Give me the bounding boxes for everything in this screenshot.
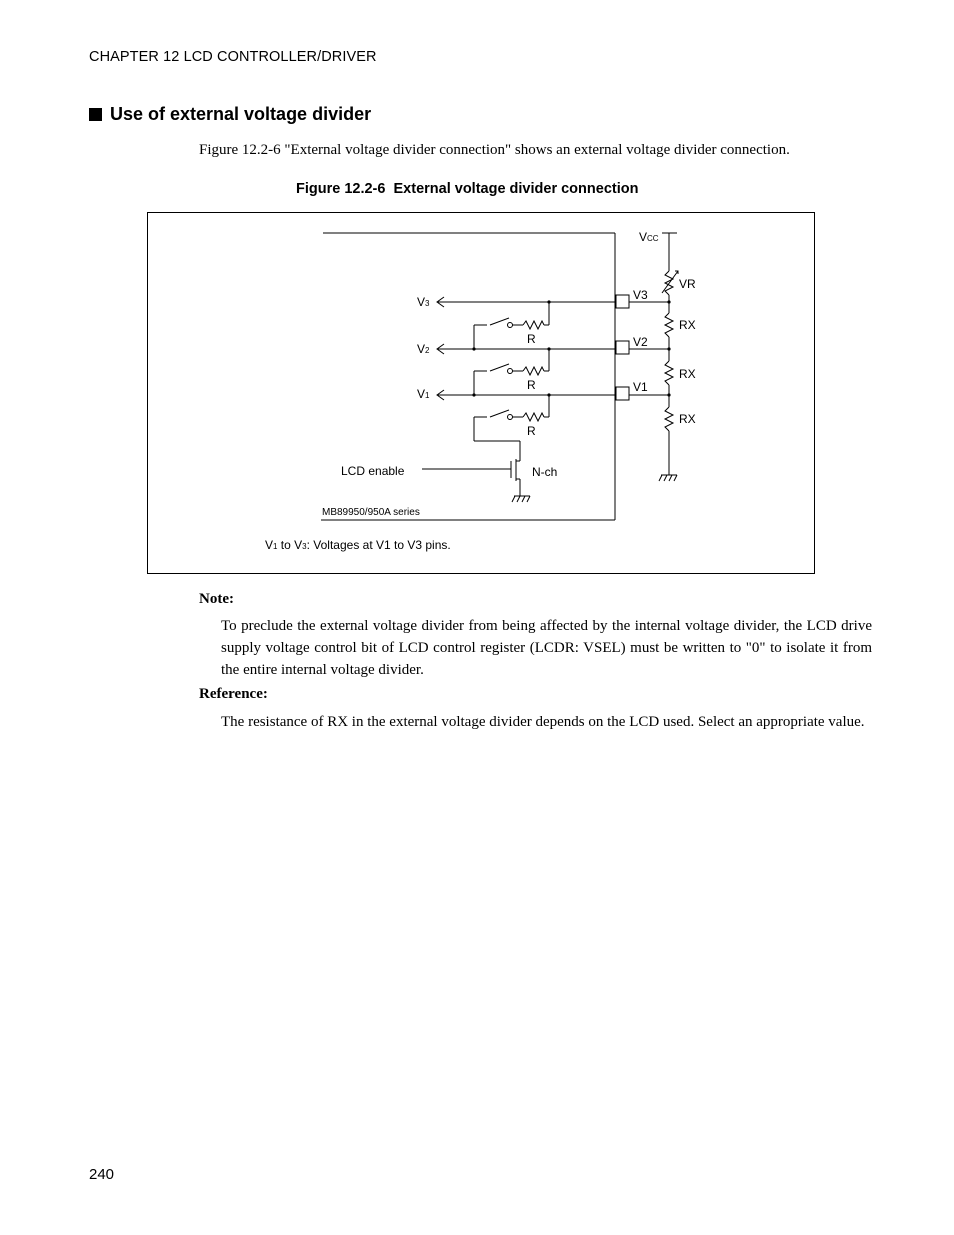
r2-label: R xyxy=(527,378,536,392)
out-v3-label: V3 xyxy=(417,295,430,309)
pin-v2-label: V2 xyxy=(633,335,648,349)
out-v1-label: V1 xyxy=(417,387,430,401)
r3-label: R xyxy=(527,424,536,438)
pin-v3-box xyxy=(616,295,629,308)
nch-transistor xyxy=(422,459,530,502)
pin-v1-box xyxy=(616,387,629,400)
pin-v3-label: V3 xyxy=(633,288,648,302)
nch-label: N-ch xyxy=(532,465,558,479)
rx2-label: RX xyxy=(679,367,696,381)
pin-v2-box xyxy=(616,341,629,354)
r1-label: R xyxy=(527,332,536,346)
figure-footnote: V1 to V3: Voltages at V1 to V3 pins. xyxy=(265,538,451,552)
series-label: MB89950/950A series xyxy=(322,507,420,518)
section-title: Use of external voltage divider xyxy=(110,104,372,124)
vcc-label: VCC xyxy=(639,230,659,244)
vr-label: VR xyxy=(679,277,696,291)
reference-body: The resistance of RX in the external voltage divider depends on the LCD used. Select an appropriate value. xyxy=(221,714,865,730)
note-title: Note: xyxy=(199,591,234,607)
rx1-label: RX xyxy=(679,318,696,332)
voltage-divider-schematic xyxy=(148,213,814,573)
lcd-enable-label: LCD enable xyxy=(341,464,405,478)
reference-title: Reference: xyxy=(199,686,268,702)
intro-paragraph: Figure 12.2-6 "External voltage divider connection" shows an external voltage divider connection. xyxy=(199,142,790,158)
chapter-header: CHAPTER 12 LCD CONTROLLER/DRIVER xyxy=(89,49,377,65)
square-bullet-icon xyxy=(89,108,102,121)
internal-ladder xyxy=(474,302,549,461)
note-body: To preclude the external voltage divider from being affected by the internal voltage divider, the LCD drive supply voltage control bit of LCD control register (LCDR: VSEL) must be written to "0" to isolate it from the entire internal voltage divider. xyxy=(221,618,872,678)
pin-v1-label: V1 xyxy=(633,380,648,394)
out-v2-label: V2 xyxy=(417,342,430,356)
rx3-label: RX xyxy=(679,412,696,426)
figure-frame xyxy=(147,212,815,574)
section-heading xyxy=(89,104,371,125)
figure-caption: Figure 12.2-6 External voltage divider connection xyxy=(296,181,639,197)
external-divider xyxy=(629,233,678,481)
external-junction-dots xyxy=(667,300,670,396)
page-number: 240 xyxy=(89,1166,115,1183)
